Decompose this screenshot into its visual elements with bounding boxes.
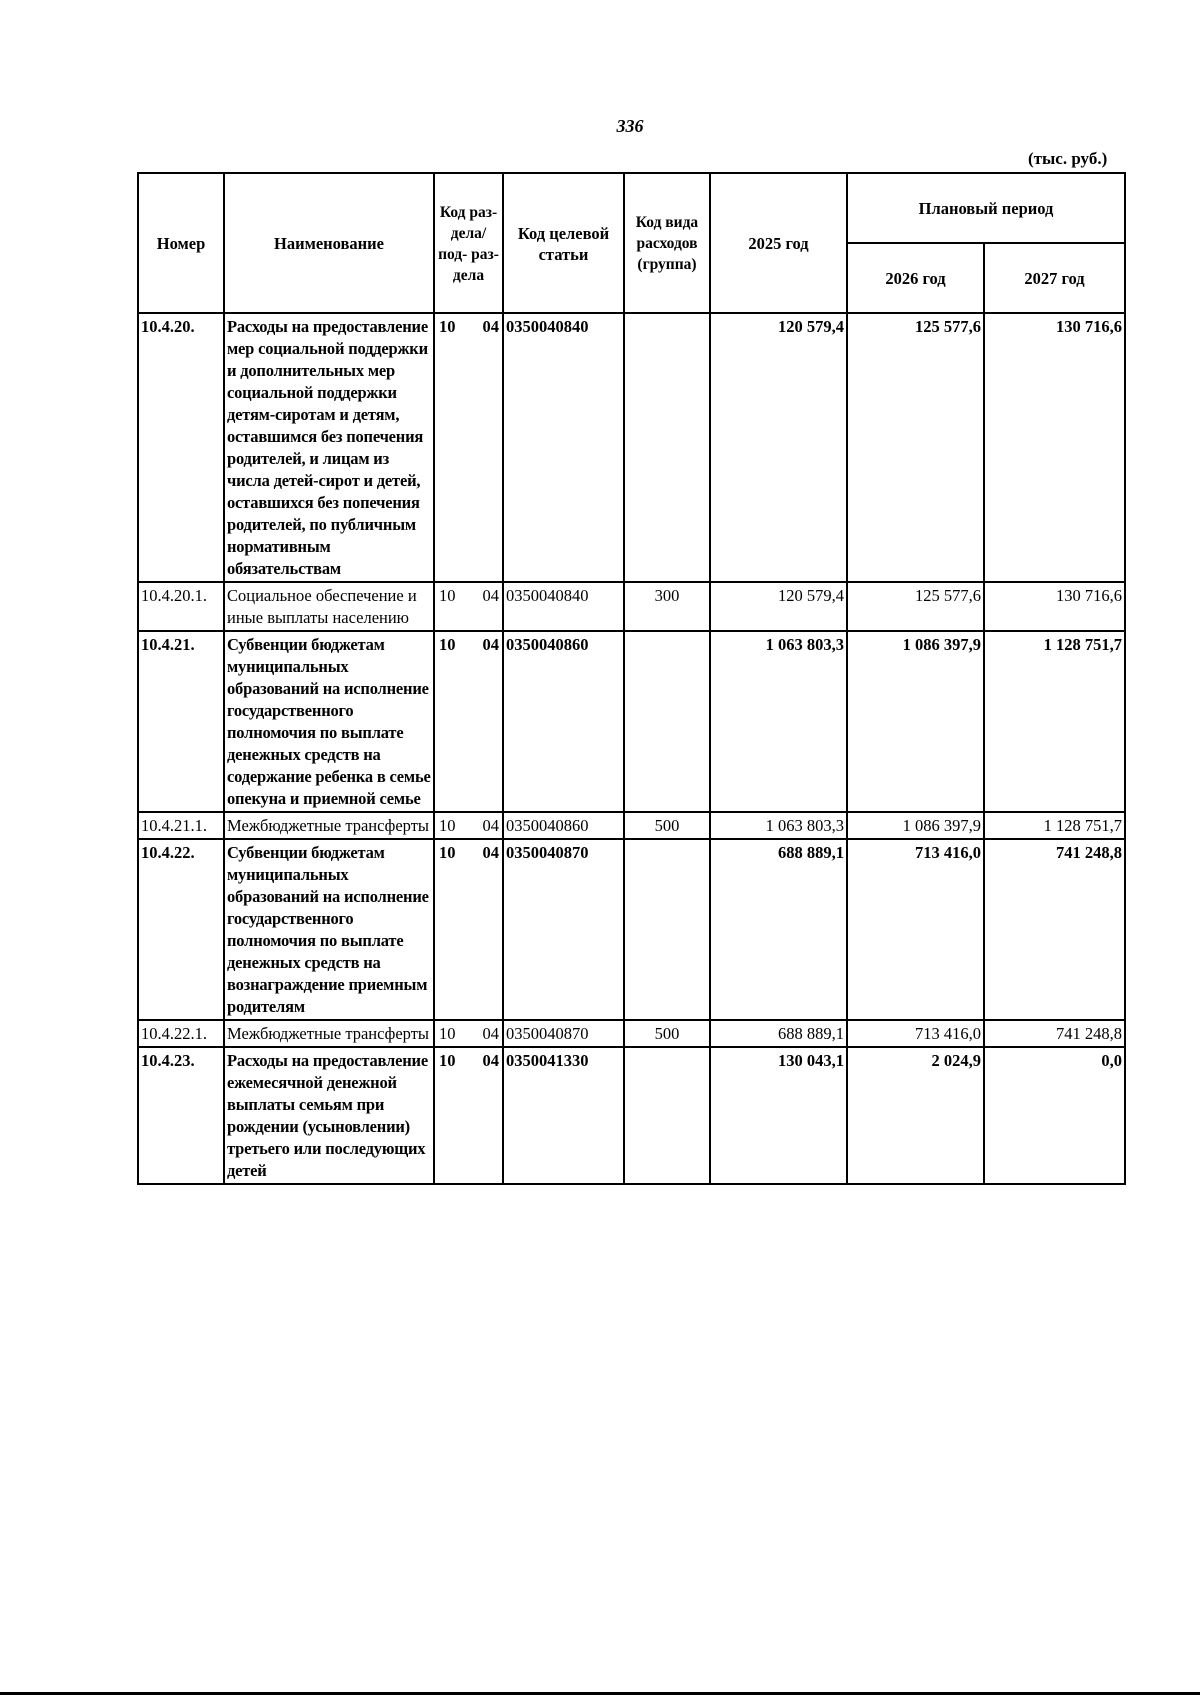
- row-2026: 1 086 397,9: [847, 631, 984, 812]
- row-subsection-code: 04: [482, 586, 499, 605]
- row-2027: 741 248,8: [984, 839, 1125, 1020]
- header-planning-period: Плановый период: [847, 173, 1125, 243]
- row-subsection-code: 04: [482, 816, 499, 835]
- row-section: [434, 812, 503, 839]
- row-name: Расходы на предоставление мер социальной поддержки и дополнительных мер социальной поддержки детям-сиротам и детям, оставшимся без попечения родителей, и лицам из числа детей-сирот и детей, оставшихся без попечения родителей, по публичным нормативным обязательствам: [224, 313, 434, 582]
- table-row: [138, 839, 1125, 1020]
- row-subsection-code: 04: [482, 843, 499, 862]
- header-number: Номер: [138, 173, 224, 313]
- row-name: Межбюджетные трансферты: [224, 812, 434, 839]
- table-row: [138, 313, 1125, 582]
- row-2026: 2 024,9: [847, 1047, 984, 1184]
- row-section: [434, 582, 503, 631]
- row-number: 10.4.22.1.: [138, 1020, 224, 1047]
- row-target-code: 0350040840: [503, 582, 624, 631]
- row-2025: 120 579,4: [710, 582, 847, 631]
- row-expense-type: [624, 313, 710, 582]
- row-2026: 125 577,6: [847, 313, 984, 582]
- table-row: [138, 631, 1125, 812]
- header-2026: 2026 год: [847, 243, 984, 313]
- row-2025: 120 579,4: [710, 313, 847, 582]
- row-section: [434, 631, 503, 812]
- row-2027: 130 716,6: [984, 313, 1125, 582]
- header-section: Код раз- дела/ под- раз- дела: [434, 173, 503, 313]
- units-label: (тыс. руб.): [1028, 149, 1108, 168]
- row-target-code: 0350040860: [503, 631, 624, 812]
- row-2025: 688 889,1: [710, 1020, 847, 1047]
- row-target-code: 0350040870: [503, 839, 624, 1020]
- row-number: 10.4.23.: [138, 1047, 224, 1184]
- row-2026: 1 086 397,9: [847, 812, 984, 839]
- header-target-code: Код целевой статьи: [503, 173, 624, 313]
- row-2025: 1 063 803,3: [710, 631, 847, 812]
- header-2025: 2025 год: [710, 173, 847, 313]
- row-section-code: 10: [439, 1024, 456, 1043]
- row-expense-type: [624, 1047, 710, 1184]
- row-number: 10.4.20.: [138, 313, 224, 582]
- row-section-code: 10: [439, 816, 456, 835]
- row-number: 10.4.20.1.: [138, 582, 224, 631]
- row-target-code: 0350040840: [503, 313, 624, 582]
- table-row: [138, 582, 1125, 631]
- row-2027: 0,0: [984, 1047, 1125, 1184]
- row-section-code: 10: [439, 317, 456, 336]
- row-expense-type: [624, 839, 710, 1020]
- row-section-code: 10: [439, 1051, 456, 1070]
- row-name: Субвенции бюджетам муниципальных образований на исполнение государственного полномочия по выплате денежных средств на содержание ребенка в семье опекуна и приемной семье: [224, 631, 434, 812]
- table-body: [138, 313, 1125, 1184]
- row-section: [434, 839, 503, 1020]
- table-row: [138, 1047, 1125, 1184]
- row-number: 10.4.21.: [138, 631, 224, 812]
- table-row: [138, 1020, 1125, 1047]
- page-number: 336: [616, 116, 644, 136]
- row-2027: 741 248,8: [984, 1020, 1125, 1047]
- row-section-code: 10: [439, 635, 456, 654]
- table-row: [138, 812, 1125, 839]
- row-name: Межбюджетные трансферты: [224, 1020, 434, 1047]
- row-2025: 1 063 803,3: [710, 812, 847, 839]
- row-subsection-code: 04: [482, 635, 499, 654]
- row-section-code: 10: [439, 843, 456, 862]
- header-expense-type: Код вида расходов (группа): [624, 173, 710, 313]
- row-2027: 130 716,6: [984, 582, 1125, 631]
- row-expense-type: 300: [624, 582, 710, 631]
- row-subsection-code: 04: [482, 317, 499, 336]
- budget-table: [137, 172, 1126, 1185]
- header-2027: 2027 год: [984, 243, 1125, 313]
- row-2025: 130 043,1: [710, 1047, 847, 1184]
- row-expense-type: 500: [624, 812, 710, 839]
- row-name: Расходы на предоставление ежемесячной денежной выплаты семьям при рождении (усыновлении) третьего или последующих детей: [224, 1047, 434, 1184]
- row-2027: 1 128 751,7: [984, 631, 1125, 812]
- row-section: [434, 1020, 503, 1047]
- row-target-code: 0350041330: [503, 1047, 624, 1184]
- row-subsection-code: 04: [482, 1024, 499, 1043]
- row-target-code: 0350040860: [503, 812, 624, 839]
- row-name: Субвенции бюджетам муниципальных образований на исполнение государственного полномочия по выплате денежных средств на вознаграждение приемным родителям: [224, 839, 434, 1020]
- row-name: Социальное обеспечение и иные выплаты населению: [224, 582, 434, 631]
- row-section-code: 10: [439, 586, 456, 605]
- row-section: [434, 313, 503, 582]
- row-expense-type: [624, 631, 710, 812]
- row-2027: 1 128 751,7: [984, 812, 1125, 839]
- header-name: Наименование: [224, 173, 434, 313]
- row-target-code: 0350040870: [503, 1020, 624, 1047]
- row-expense-type: 500: [624, 1020, 710, 1047]
- row-section: [434, 1047, 503, 1184]
- row-2025: 688 889,1: [710, 839, 847, 1020]
- row-subsection-code: 04: [482, 1051, 499, 1070]
- row-2026: 125 577,6: [847, 582, 984, 631]
- row-2026: 713 416,0: [847, 839, 984, 1020]
- row-2026: 713 416,0: [847, 1020, 984, 1047]
- row-number: 10.4.21.1.: [138, 812, 224, 839]
- row-number: 10.4.22.: [138, 839, 224, 1020]
